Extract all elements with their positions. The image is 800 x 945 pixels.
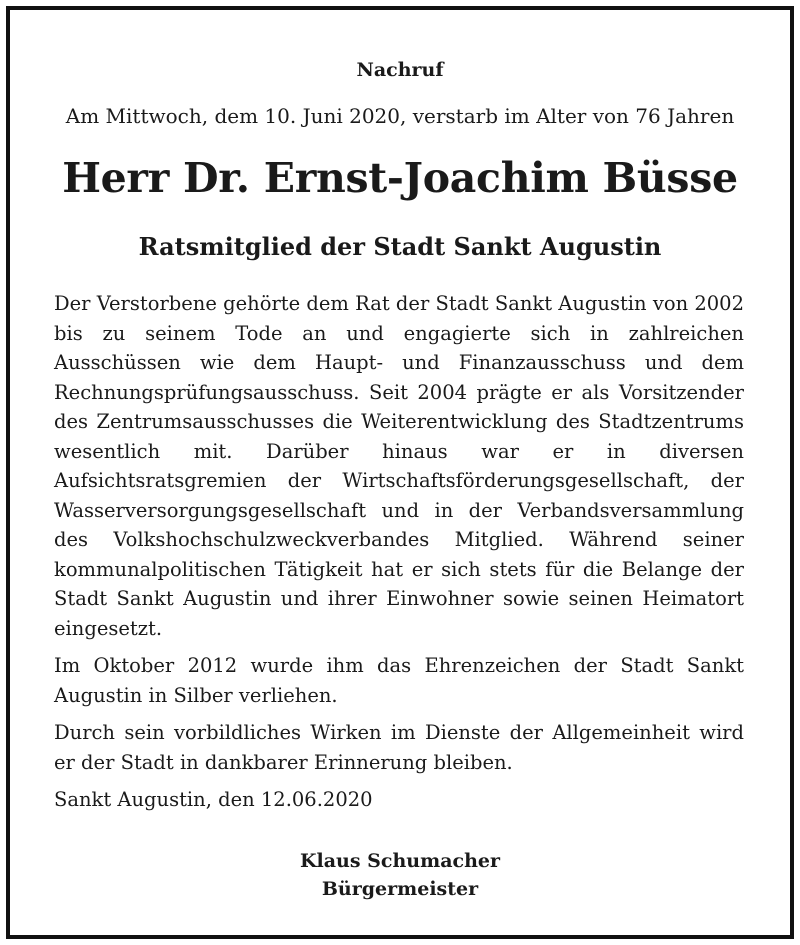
signatory-name: Klaus Schumacher bbox=[300, 850, 500, 872]
place-date: Sankt Augustin, den 12.06.2020 bbox=[54, 788, 373, 811]
notice-body bbox=[54, 289, 744, 823]
body-paragraph-career: Der Verstorbene gehörte dem Rat der Stadt Sankt Augustin von 2002 bis zu seinem Tode an und engagierte sich in zahlreichen Ausschüssen wie dem Haupt- und Finanzausschuss und dem Rechnungsprüfungsausschuss. Seit 2004 prägte er als Vorsitzender des Zentrumsausschusses die Weiterentwicklung des Stadtzentrums wesentlich mit. Darüber hinaus war er in diversen Aufsichtsratsgremien der Wirtschaftsförderungsgesellschaft, der Wasserversorgungsgesellschaft und in der Verbandsversammlung des Volkshochschulzweckverbandes Mitglied. Während seiner kommunalpolitischen Tätigkeit hat er sich stets für die Belange der Stadt Sankt Augustin und ihrer Einwohner sowie seinen Heimatort eingesetzt. bbox=[54, 292, 744, 640]
deceased-role: Ratsmitglied der Stadt Sankt Augustin bbox=[138, 232, 662, 261]
obituary-notice bbox=[6, 6, 794, 939]
notice-kicker: Nachruf bbox=[356, 59, 444, 81]
signatory-title: Bürgermeister bbox=[321, 878, 479, 900]
deceased-name: Herr Dr. Ernst-Joachim Büsse bbox=[62, 154, 738, 202]
body-paragraph-honor: Im Oktober 2012 wurde ihm das Ehrenzeichen der Stadt Sankt Augustin in Silber verliehen. bbox=[54, 654, 744, 707]
body-paragraph-remembrance: Durch sein vorbildliches Wirken im Dienste der Allgemeinheit wird er der Stadt in dankbarer Erinnerung bleiben. bbox=[54, 721, 744, 774]
notice-intro: Am Mittwoch, dem 10. Juni 2020, verstarb im Alter von 76 Jahren bbox=[65, 104, 735, 128]
